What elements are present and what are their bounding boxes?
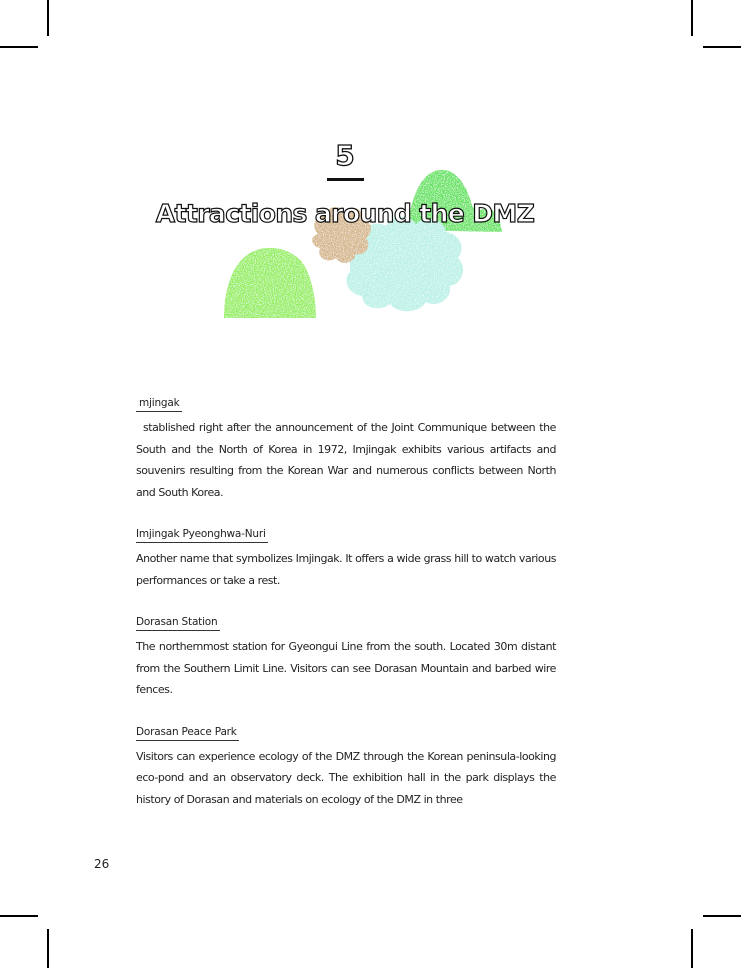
- entry-title: Dorasan Station: [136, 615, 220, 631]
- entry-title: mjingak: [136, 396, 182, 412]
- chapter-number: 5: [335, 139, 355, 172]
- entry-dorasan-peace-park: [136, 720, 556, 811]
- entry-body: Visitors can experience ecology of the DMZ through the Korean peninsula-looking eco-pond and an observatory deck. The exhibition hall in the park displays the history of Dorasan and materials on ecology of the DMZ in three: [136, 749, 556, 806]
- entry-title: Imjingak Pyeonghwa-Nuri: [136, 527, 268, 543]
- chapter-rule: [327, 178, 364, 181]
- chapter-title: Attractions around the DMZ: [155, 199, 535, 228]
- page-number: 26: [94, 857, 110, 871]
- entry-title: Dorasan Peace Park: [136, 725, 239, 741]
- entry-body: Another name that symbolizes Imjingak. It offers a wide grass hill to watch various performances or take a rest.: [136, 552, 556, 587]
- attraction-list: [136, 391, 556, 829]
- entry-imjingak: [136, 391, 556, 503]
- entry-body: stablished right after the announcement of the Joint Communique between the South and the North of Korea in 1972, Imjingak exhibits various artifacts and souvenirs resulting from the Korean War and numerous conflicts between North and South Korea.: [136, 421, 556, 499]
- green-hill-bottom: [224, 248, 316, 318]
- entry-dorasan-station: [136, 610, 556, 701]
- entry-imjingak-pyeonghwa-nuri: [136, 522, 556, 591]
- entry-body: The northernmost station for Gyeongui Line from the south. Located 30m distant from the Southern Limit Line. Visitors can see Dorasan Mountain and barbed wire fences.: [136, 640, 556, 696]
